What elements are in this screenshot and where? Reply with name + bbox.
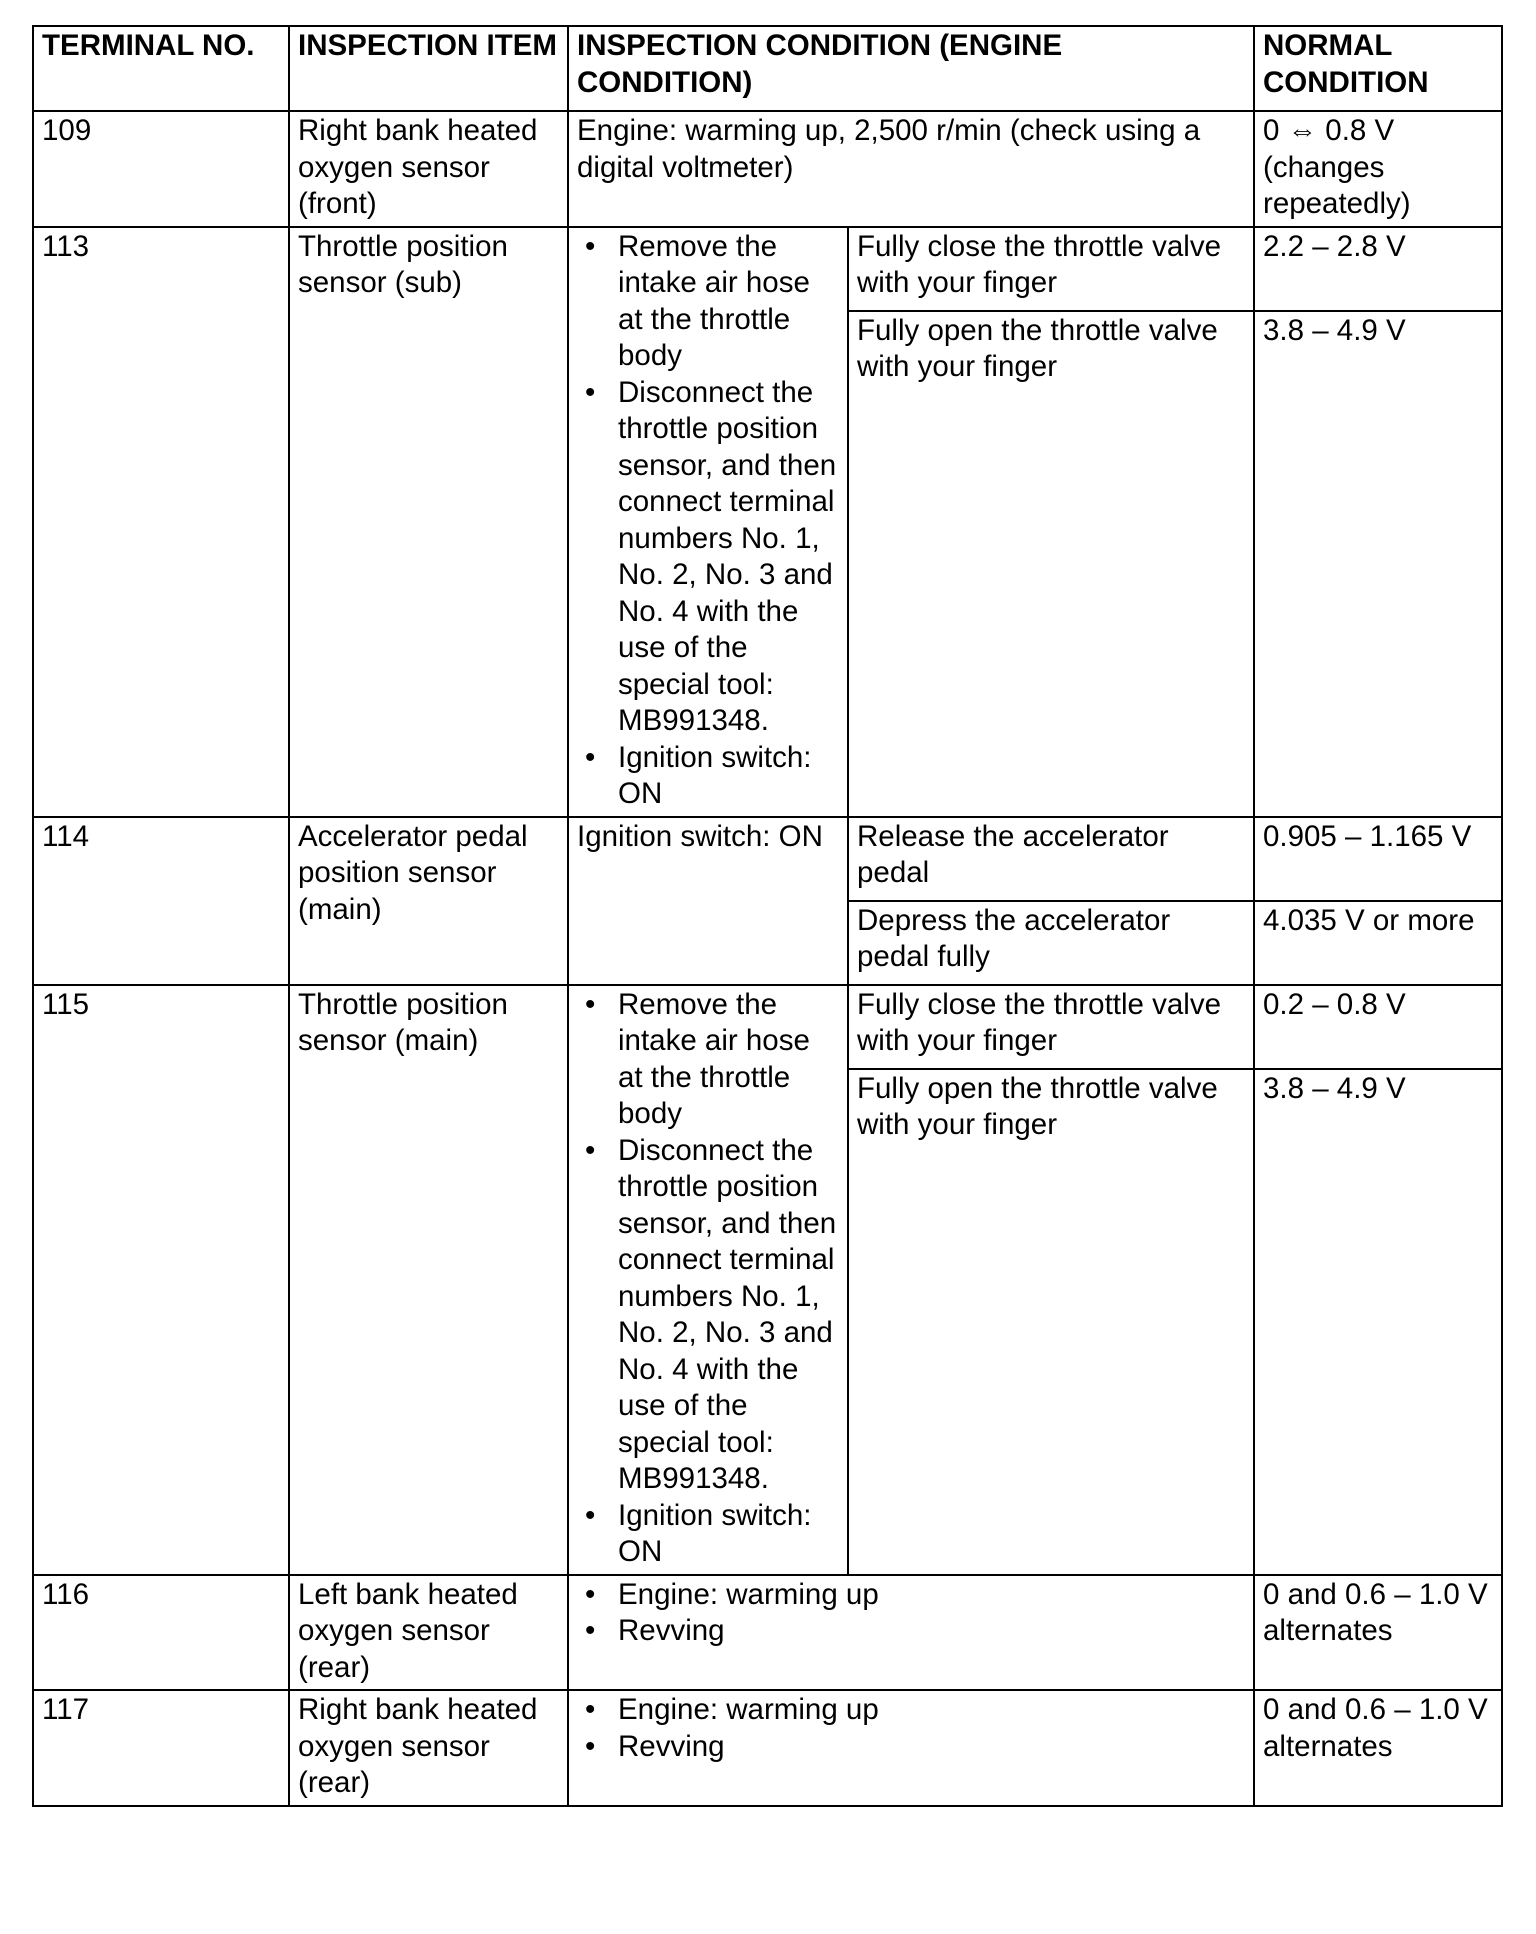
normal-condition: 3.8 – 4.9 V <box>1254 311 1502 817</box>
table-row-113 <box>33 227 1502 311</box>
list-item: • Engine: warming up <box>577 1577 1245 1614</box>
normal-condition: 2.2 – 2.8 V <box>1254 227 1502 311</box>
inspection-item: Throttle position sensor (main) <box>289 985 568 1575</box>
list-item: • Revving <box>577 1613 1245 1650</box>
terminal-no: 114 <box>33 817 289 985</box>
sub-condition: Fully open the throttle valve with your finger <box>848 311 1254 817</box>
list-item: • Remove the intake air hose at the throttle body <box>577 229 839 375</box>
sub-condition: Fully open the throttle valve with your finger <box>848 1069 1254 1575</box>
condition-bullet-list <box>577 987 839 1571</box>
inspection-item: Right bank heated oxygen sensor (rear) <box>289 1690 568 1806</box>
inspection-condition <box>568 1690 1254 1806</box>
list-item: • Ignition switch: ON <box>577 740 839 813</box>
condition-bullet-list <box>577 1692 1245 1765</box>
table-row-117 <box>33 1690 1502 1806</box>
condition-bullet-list <box>577 229 839 813</box>
list-item: • Disconnect the throttle position sensor, and then connect terminal numbers No. 1, No. 2, No. 3 and No. 4 with the use of the special tool: MB991348. <box>577 1133 839 1498</box>
inspection-item: Right bank heated oxygen sensor (front) <box>289 111 568 227</box>
header-terminal-no: TERMINAL NO. <box>33 26 289 111</box>
terminal-no: 113 <box>33 227 289 817</box>
terminal-no: 116 <box>33 1575 289 1691</box>
table-row-114 <box>33 817 1502 901</box>
inspection-table <box>32 25 1503 1807</box>
sub-condition: Fully close the throttle valve with your finger <box>848 227 1254 311</box>
list-item: • Ignition switch: ON <box>577 1498 839 1571</box>
sub-condition: Depress the accelerator pedal fully <box>848 901 1254 985</box>
inspection-item: Throttle position sensor (sub) <box>289 227 568 817</box>
normal-condition: 0.2 – 0.8 V <box>1254 985 1502 1069</box>
normal-condition: 0 and 0.6 – 1.0 V alternates <box>1254 1575 1502 1691</box>
sub-condition: Release the accelerator pedal <box>848 817 1254 901</box>
terminal-no: 117 <box>33 1690 289 1806</box>
list-item: • Revving <box>577 1729 1245 1766</box>
condition-bullet-list <box>577 1577 1245 1650</box>
terminal-no: 115 <box>33 985 289 1575</box>
table-row-116 <box>33 1575 1502 1691</box>
inspection-item: Left bank heated oxygen sensor (rear) <box>289 1575 568 1691</box>
normal-condition: 0 ⇔ 0.8 V (changes repeatedly) <box>1254 111 1502 227</box>
inspection-condition: Ignition switch: ON <box>568 817 848 985</box>
table-row-109 <box>33 111 1502 227</box>
table-row-115 <box>33 985 1502 1069</box>
normal-condition: 3.8 – 4.9 V <box>1254 1069 1502 1575</box>
normal-condition: 4.035 V or more <box>1254 901 1502 985</box>
header-inspection-item: INSPECTION ITEM <box>289 26 568 111</box>
list-item: • Remove the intake air hose at the throttle body <box>577 987 839 1133</box>
inspection-condition <box>568 1575 1254 1691</box>
sub-condition: Fully close the throttle valve with your finger <box>848 985 1254 1069</box>
inspection-item: Accelerator pedal position sensor (main) <box>289 817 568 985</box>
header-row <box>33 26 1502 111</box>
header-inspection-condition: INSPECTION CONDITION (ENGINE CONDITION) <box>568 26 1254 111</box>
normal-condition: 0 and 0.6 – 1.0 V alternates <box>1254 1690 1502 1806</box>
terminal-no: 109 <box>33 111 289 227</box>
inspection-condition: Engine: warming up, 2,500 r/min (check using a digital voltmeter) <box>568 111 1254 227</box>
header-normal-condition: NORMAL CONDITION <box>1254 26 1502 111</box>
normal-condition: 0.905 – 1.165 V <box>1254 817 1502 901</box>
inspection-condition <box>568 985 848 1575</box>
inspection-condition <box>568 227 848 817</box>
list-item: • Disconnect the throttle position sensor, and then connect terminal numbers No. 1, No. 2, No. 3 and No. 4 with the use of the special tool: MB991348. <box>577 375 839 740</box>
list-item: • Engine: warming up <box>577 1692 1245 1729</box>
